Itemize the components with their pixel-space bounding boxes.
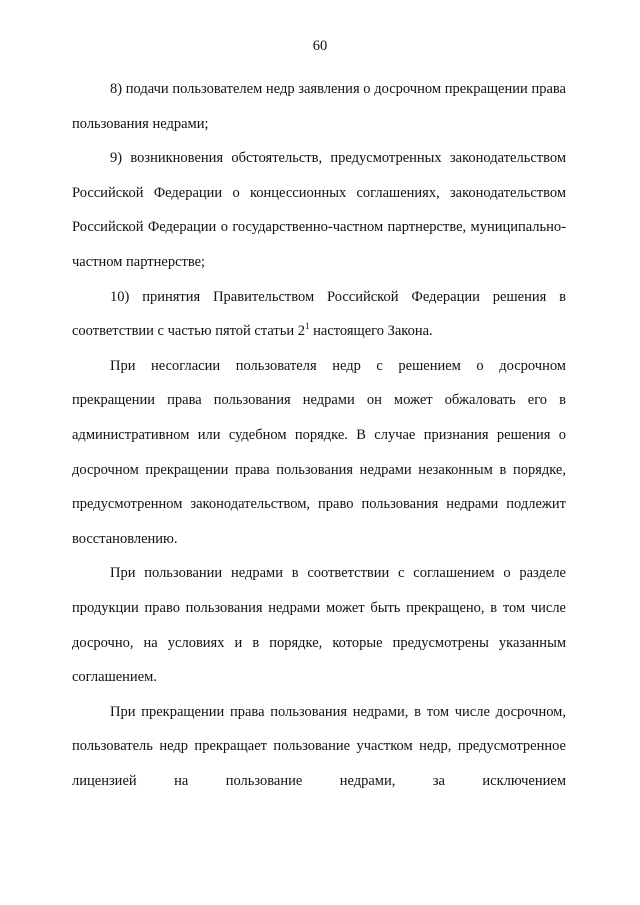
page-number: 60 xyxy=(312,38,328,54)
paragraph-production-sharing: При пользовании недрами в соответствии с соглашением о разделе продукции право пользования недрами может быть прекращено, в том числе досрочно, на условиях и в порядке, которые предусмотрены указанным соглашением. xyxy=(72,565,566,686)
paragraph-termination: При прекращении права пользования недрами, в том числе досрочном, пользователь недр прекращает пользование участком недр, предусмотренное лицензией на пользование недрами, за исключением xyxy=(72,703,566,789)
document-body xyxy=(72,72,566,798)
list-item-10-text: 10) принятия Правительством Российской Федерации решения в соответствии с частью пятой статьи 2 xyxy=(72,288,566,340)
paragraph-disagreement: При несогласии пользователя недр с решением о досрочном прекращении права пользования недрами он может обжаловать его в административном или судебном порядке. В случае признания решения о досрочном прекращении права пользования недрами незаконным в порядке, предусмотренном законодательством, право пользования недрами подлежит восстановлению. xyxy=(72,357,566,547)
list-item-9: 9) возникновения обстоятельств, предусмотренных законодательством Российской Федерации о концессионных соглашениях, законодательством Российской Федерации о государственно-частном партнерстве, муниципально-частном партнерстве; xyxy=(72,150,566,270)
list-item-10-tail: настоящего Закона. xyxy=(309,323,433,340)
list-item-10 xyxy=(72,280,566,349)
superscript-marker: 1 xyxy=(305,321,310,332)
list-item-8: 8) подачи пользователем недр заявления о досрочном прекращении права пользования недрами; xyxy=(72,81,566,132)
